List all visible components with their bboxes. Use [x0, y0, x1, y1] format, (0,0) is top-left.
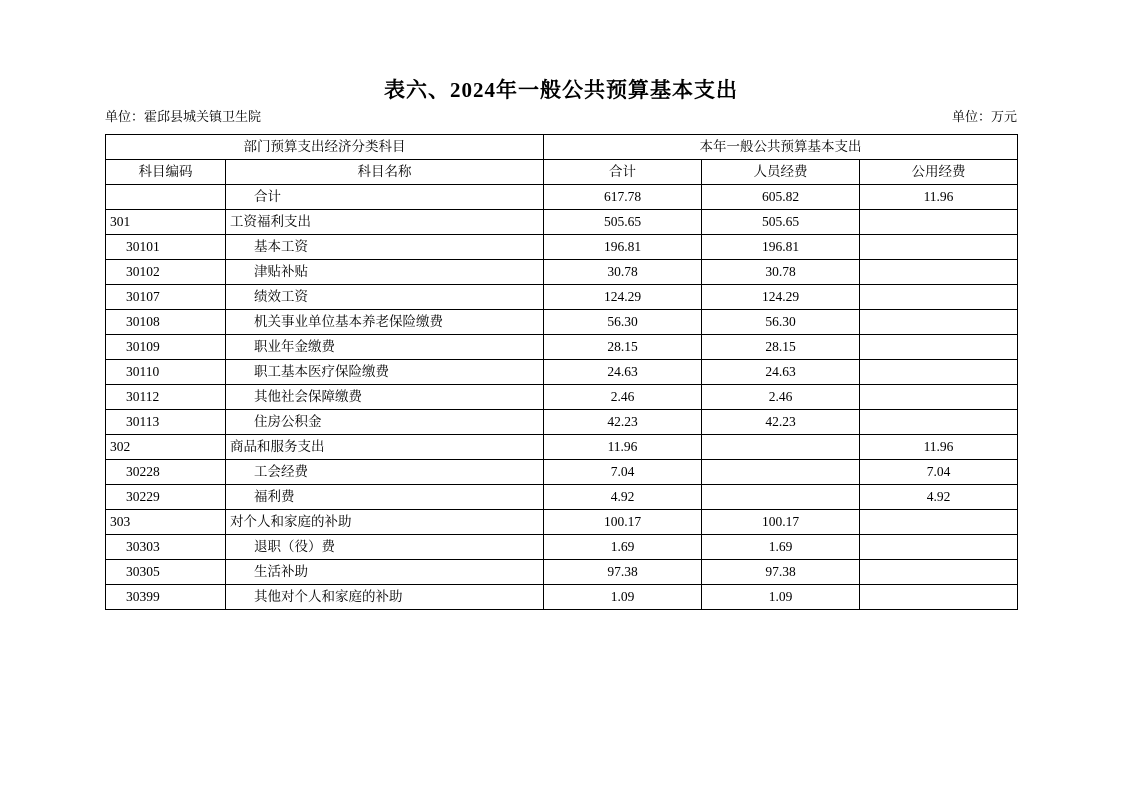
table-row [106, 385, 1018, 410]
table-row [106, 210, 1018, 235]
cell-public: 4.92 [860, 485, 1018, 510]
cell-public [860, 235, 1018, 260]
cell-public [860, 385, 1018, 410]
cell-name: 基本工资 [226, 235, 544, 260]
table-row [106, 285, 1018, 310]
cell-total: 97.38 [544, 560, 702, 585]
column-header-personnel: 人员经费 [702, 160, 860, 185]
cell-code: 30399 [106, 585, 226, 610]
column-header-row [106, 160, 1018, 185]
cell-name: 商品和服务支出 [226, 435, 544, 460]
group-header-expenditure: 部门预算支出经济分类科目 [106, 135, 544, 160]
cell-total: 42.23 [544, 410, 702, 435]
cell-name: 绩效工资 [226, 285, 544, 310]
cell-name: 其他对个人和家庭的补助 [226, 585, 544, 610]
cell-personnel: 24.63 [702, 360, 860, 385]
cell-public [860, 585, 1018, 610]
cell-total: 30.78 [544, 260, 702, 285]
table-row [106, 185, 1018, 210]
cell-total: 28.15 [544, 335, 702, 360]
cell-public: 11.96 [860, 435, 1018, 460]
table-row [106, 310, 1018, 335]
cell-public [860, 285, 1018, 310]
cell-name: 退职（役）费 [226, 535, 544, 560]
cell-name: 对个人和家庭的补助 [226, 510, 544, 535]
cell-personnel: 196.81 [702, 235, 860, 260]
cell-code: 30109 [106, 335, 226, 360]
column-header-code: 科目编码 [106, 160, 226, 185]
unit-name: 单位：霍邱县城关镇卫生院 [105, 109, 262, 124]
meta-row [105, 106, 1017, 125]
cell-personnel: 505.65 [702, 210, 860, 235]
table-body [106, 185, 1018, 610]
cell-code: 30303 [106, 535, 226, 560]
cell-public [860, 410, 1018, 435]
cell-total: 124.29 [544, 285, 702, 310]
table-row [106, 435, 1018, 460]
cell-code: 30107 [106, 285, 226, 310]
cell-name: 工资福利支出 [226, 210, 544, 235]
table-row [106, 235, 1018, 260]
cell-public [860, 210, 1018, 235]
table-row [106, 410, 1018, 435]
table-row [106, 460, 1018, 485]
table-row [106, 260, 1018, 285]
cell-total: 1.69 [544, 535, 702, 560]
cell-personnel: 1.09 [702, 585, 860, 610]
cell-personnel: 56.30 [702, 310, 860, 335]
cell-public [860, 260, 1018, 285]
cell-personnel: 1.69 [702, 535, 860, 560]
cell-code: 30229 [106, 485, 226, 510]
group-header-row [106, 135, 1018, 160]
cell-name: 其他社会保障缴费 [226, 385, 544, 410]
cell-total: 11.96 [544, 435, 702, 460]
cell-personnel [702, 460, 860, 485]
cell-code: 301 [106, 210, 226, 235]
column-header-total: 合计 [544, 160, 702, 185]
cell-name: 福利费 [226, 485, 544, 510]
cell-name: 住房公积金 [226, 410, 544, 435]
cell-code [106, 185, 226, 210]
cell-code: 30110 [106, 360, 226, 385]
cell-name: 职业年金缴费 [226, 335, 544, 360]
cell-public [860, 560, 1018, 585]
cell-personnel [702, 435, 860, 460]
cell-code: 30102 [106, 260, 226, 285]
cell-total: 24.63 [544, 360, 702, 385]
cell-total: 617.78 [544, 185, 702, 210]
cell-name: 职工基本医疗保险缴费 [226, 360, 544, 385]
cell-public [860, 310, 1018, 335]
cell-name: 机关事业单位基本养老保险缴费 [226, 310, 544, 335]
cell-public: 11.96 [860, 185, 1018, 210]
cell-personnel: 605.82 [702, 185, 860, 210]
table-header [106, 135, 1018, 185]
cell-name: 津贴补贴 [226, 260, 544, 285]
table-row [106, 335, 1018, 360]
cell-personnel: 97.38 [702, 560, 860, 585]
cell-personnel: 30.78 [702, 260, 860, 285]
table-row [106, 585, 1018, 610]
cell-total: 505.65 [544, 210, 702, 235]
cell-personnel [702, 485, 860, 510]
page-title: 表六、2024年一般公共预算基本支出 [384, 78, 738, 102]
unit-measure: 单位：万元 [951, 109, 1017, 124]
table-row [106, 485, 1018, 510]
column-header-name: 科目名称 [226, 160, 544, 185]
group-header-budget: 本年一般公共预算基本支出 [544, 135, 1018, 160]
cell-code: 30113 [106, 410, 226, 435]
cell-public [860, 510, 1018, 535]
table-row [106, 535, 1018, 560]
cell-code: 30101 [106, 235, 226, 260]
cell-total: 100.17 [544, 510, 702, 535]
table-row [106, 360, 1018, 385]
cell-code: 30108 [106, 310, 226, 335]
cell-public [860, 335, 1018, 360]
cell-personnel: 42.23 [702, 410, 860, 435]
cell-personnel: 124.29 [702, 285, 860, 310]
cell-code: 30112 [106, 385, 226, 410]
cell-code: 30228 [106, 460, 226, 485]
cell-code: 303 [106, 510, 226, 535]
cell-name: 工会经费 [226, 460, 544, 485]
cell-total: 1.09 [544, 585, 702, 610]
table-row [106, 560, 1018, 585]
cell-total: 2.46 [544, 385, 702, 410]
cell-public: 7.04 [860, 460, 1018, 485]
cell-public [860, 535, 1018, 560]
cell-code: 302 [106, 435, 226, 460]
cell-total: 4.92 [544, 485, 702, 510]
cell-code: 30305 [106, 560, 226, 585]
budget-table [105, 134, 1018, 610]
cell-total: 56.30 [544, 310, 702, 335]
cell-personnel: 100.17 [702, 510, 860, 535]
cell-total: 196.81 [544, 235, 702, 260]
cell-name: 合计 [226, 185, 544, 210]
cell-personnel: 28.15 [702, 335, 860, 360]
cell-name: 生活补助 [226, 560, 544, 585]
cell-personnel: 2.46 [702, 385, 860, 410]
table-row [106, 510, 1018, 535]
column-header-public: 公用经费 [860, 160, 1018, 185]
cell-total: 7.04 [544, 460, 702, 485]
cell-public [860, 360, 1018, 385]
